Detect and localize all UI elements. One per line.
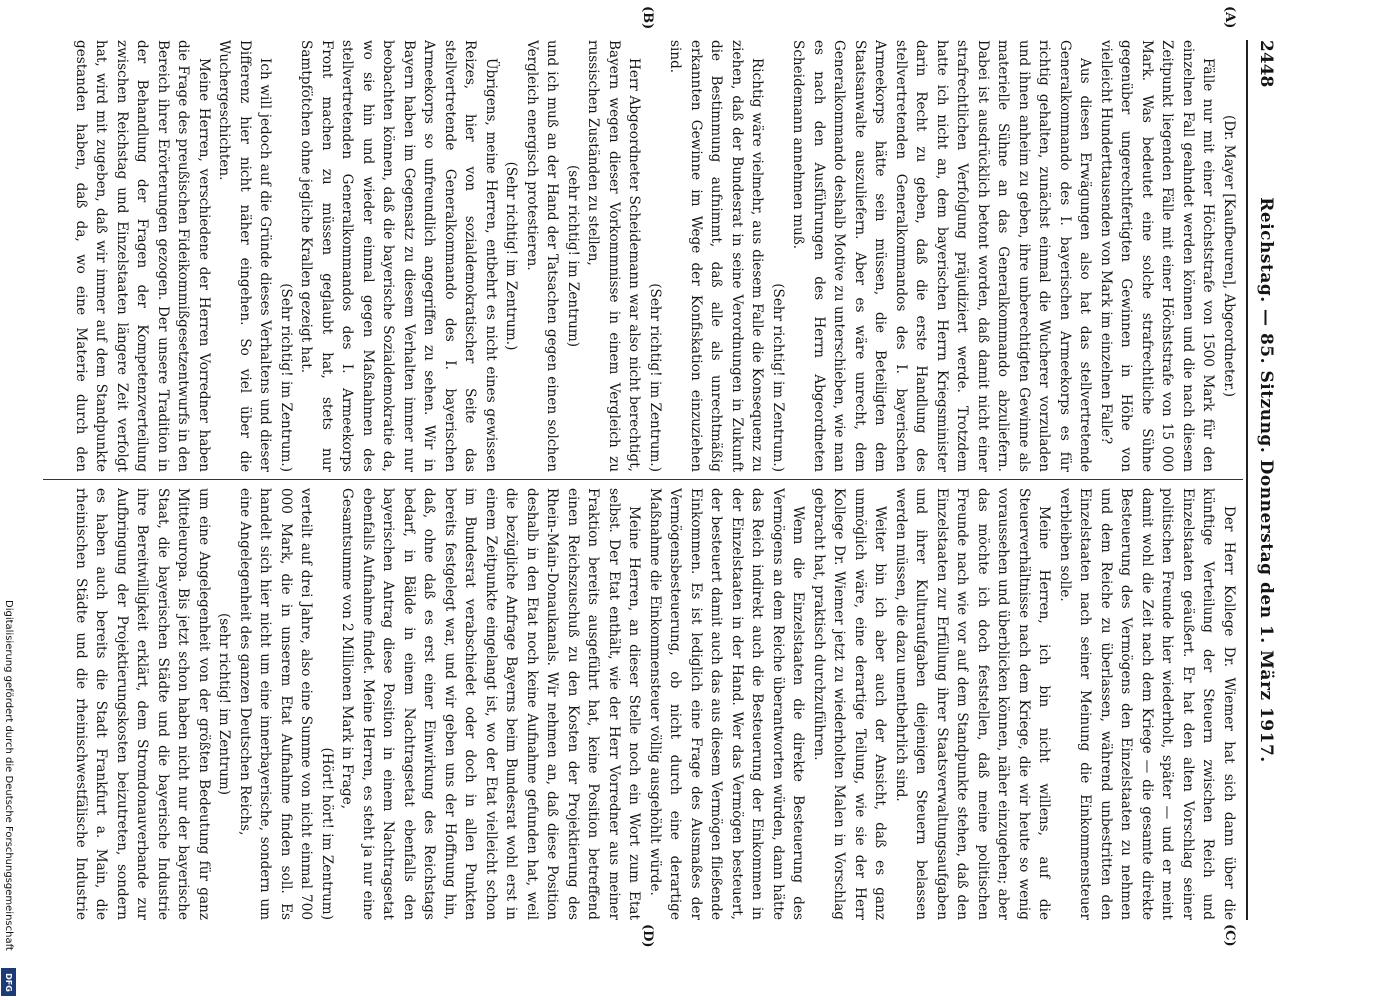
- interjection: (sehr richtig! im Zentrum): [216, 612, 233, 796]
- right-column: [69, 488, 1239, 920]
- interjection: (Sehr richtig! im Zentrum.): [770, 283, 786, 472]
- paragraph: Meine Herren, an dieser Stelle noch ein Wort zum Etat selbst. Der Etat enthält, wie der Herr Vorredner aus meiner Fraktion bereits ausgeführt hat, keine Position betreffend einen Reichszuschuß zu den Kosten der Projektierung des Rhein-Main-Donaukanals. Wir nehmen an, daß diese Position deshalb in den Etat noch keine Aufnahme gefunden hat, weil die bezügliche Anfrage Bayerns beim Bundesrat wohl erst in einem Zeitpunkte eingelangt ist, wo der Etat vielleicht schon im Bundesrat verabschiedet oder doch in allen Punkten bereits festgelegt war, und wir geben uns der Hoffnung hin, daß, ohne daß es erst einer Einwirkung des Reichstags bedarf, in Bälde in einem Nachtragsetat ebenfalls den bayerischen Antrag diese Position in einem Nachtragsetat ebenfalls Aufnahme findet. Meine Herren, es steht ja nur eine Gesamtsumme von 2 Millionen Mark in Frage,: [339, 488, 643, 920]
- column-divider: [43, 479, 1243, 480]
- paragraph: Herr Abgeordneter Scheidemann war also nicht berechtigt, Bayern wegen dieser Vorkommnisse in einem Vergleich zu russischen Zuständen zu stellen,: [585, 40, 643, 472]
- paragraph: Meine Herren, verschiedene der Herren Vorredner haben die Frage des preußischen Fideikommißgesetzentwurfs in den Bereich ihrer Erörterungen gezogen. Der unsere Tradition in der Behandlung der Fragen der Kompetenzverteilung zwischen Reichstag und Einzelstaaten längere Zeit verfolgt hat, wird mit zugeben, daß wir immer auf dem Standpunkte gestanden haben, daß da, wo eine Materie durch den: [73, 40, 212, 472]
- margin-mark-d: (D): [640, 924, 655, 948]
- paragraph: Fälle nur mit einer Höchststrafe von 1500 Mark für den einzelnen Fall geahndet werden können und die nach diesem Zeitpunkt liegenden Fälle mit einer Höchststrafe von 15 000 Mark. Was bedeutet eine solche strafrechtliche Sühne gegenüber ungerechtfertigten Gewinnen in Höhe von vielleicht Hunderttausenden von Mark im einzelnen Falle?: [1098, 40, 1217, 472]
- page-header: [1251, 40, 1281, 920]
- paragraph: Aus diesen Erwägungen also hat das stellvertretende Generalkommando des I. bayerischen Armeekorps es für richtig gehalten, zunächst einmal die Wucherer vorzuladen und ihnen anheim zu geben, ihre unberechtigten Gewinne als materielle Sühne an das Generalkommando abzuliefern. Dabei ist ausdrücklich betont worden, daß damit nicht einer strafrechtlichen Verfolgung präjudiziert werde. Trotzdem hatte ich nicht an, dem bayerischen Herrn Kriegsminister darin Recht zu geben, daß die erste Handlung des stellvertretenden Generalkommandos des I. bayerischen Armeekorps hätte sein müssen, die Beteiligten dem Staatsanwalte auszuliefern. Aber es wäre unrecht, dem Generalkommando deshalb Motive zu unterschieben, wie man es nach den Ausführungen des Herrn Abgeordneten Scheidemann annehmen muß.: [790, 40, 1094, 472]
- interjection: (Sehr richtig! im Zentrum.): [503, 161, 520, 351]
- paragraph: Der Herr Kollege Dr. Wiemer hat sich dann über die künftige Verteilung der Steuern zwischen Reich und Einzelstaaten geäußert. Er hat den alten Vorschlag seiner politischen Freunde hier wiederholt, später — und er meint damit wohl die Zeit nach dem Kriege — die gesamte direkte Besteuerung des Vermögens den Einzelstaaten zu nehmen und dem Reiche zu überlassen, während unbestritten den Einzelstaaten nach seiner Meinung die Einkommensteuer verbleiben solle.: [1057, 488, 1237, 920]
- interjection: (Sehr richtig! im Zentrum.): [647, 283, 663, 472]
- paragraph: um eine Angelegenheit von der größten Bedeutung für ganz Mitteleuropa. Bis jetzt schon haben nicht nur der bayerische Staat, die bayerischen Städte und die bayerische Industrie ihre Bereitwilligkeit erklärt, dem Stromdonauverbande zur Aufbringung der Projektierungskosten beizutreten, sondern es haben auch bereits die Stadt Frankfurt a. Main, die rheinischen Städte und die rheinischwestfälische Industrie: [73, 488, 212, 920]
- digitization-note: Digitalisierung gefördert durch die Deutsche Forschungsgemeinschaft: [3, 600, 14, 951]
- paragraph: Weiter bin ich aber auch der Ansicht, daß es ganz unmöglich wäre, eine derartige Teilung, wie sie der Herr Kollege Dr. Wiemer jetzt zu wiederholten Malen in Vorschlag gebracht hat, praktisch durchzuführen.: [811, 488, 889, 920]
- interjection: (Sehr richtig! im Zentrum.): [278, 283, 294, 472]
- digitization-footer: [2, 600, 16, 990]
- paragraph: Wenn die Einzelstaaten die direkte Besteuerung des Vermögens an dem Reiche überantworten würden, dann hätte das Reich indirekt auch die Besteuerung der Einkommen in der Einzelstaaten in der Hand. Wer das Vermögen besteuert, der besteuert damit auch das aus diesem Vermögen fließende Einkommen. Es ist lediglich eine Frage des Ausmaßes der Vermögensbesteuerung, ob nicht durch eine derartige Maßnahme die Einkommensteuer völlig ausgehöhlt würde.: [647, 488, 807, 920]
- margin-mark-b: (B): [640, 6, 655, 30]
- page-number: 2448: [1256, 40, 1276, 88]
- margin-mark-c: (C): [1222, 924, 1237, 947]
- interjection: (Hört! hört! im Zentrum): [319, 747, 335, 920]
- dfg-logo-icon: [1, 968, 16, 996]
- left-column: [69, 40, 1239, 472]
- paragraph: und ich muß an der Hand der Tatsachen gegen einen solchen Vergleich energisch protestieren.: [524, 40, 561, 472]
- header-rule: [1246, 40, 1248, 920]
- paragraph: Ich will jedoch auf die Gründe dieses Verhaltens und dieser Differenz hier nicht näher eingehen. So viel über die Wuchergeschichten.: [216, 40, 274, 472]
- interjection: (sehr richtig! im Zentrum): [565, 164, 581, 348]
- dfg-logo-text: DFG: [4, 972, 14, 992]
- paragraph: Übrigens, meine Herren, entbehrt es nicht eines gewissen Reizes, hier von sozialdemokratischer Seite das stellvertretende Generalkommando des I. bayerischen Armeekorps so unfreundlich angegriffen zu sehen. Wir in Bayern haben im Gegensatz zu diesem Verhalten immer nur beobachten können, daß die bayerische Sozialdemokratie da, wo sie hin und wieder einmal gegen Maßnahmen des stellvertretenden Generalkommandos des I. Armeekorps Front machen zu müssen geglaubt hat, stets nur Samtpfötchen ohne jegliche Krallen gezeigt hat.: [298, 40, 499, 472]
- margin-mark-a: (A): [1222, 6, 1237, 29]
- paragraph: Richtig wäre vielmehr, aus diesem Falle die Konsequenz zu ziehen, daß der Bundesrat in seine Verordnungen in Zukunft die Bestimmung aufnimmt, daß alle als unrechtmäßig erkannten Gewinne im Wege der Konfiskation einzuziehen sind.: [667, 40, 766, 472]
- paragraph: Meine Herren, ich bin nicht willens, auf die Steuerverhältnisse nach dem Kriege, die wir heute so wenig voraussehen und überblicken können, näher einzugehen; aber das möchte ich doch feststellen, daß meine politischen Freunde nach wie vor auf dem Standpunkte stehen, daß den Einzelstaaten zur Erfüllung ihrer Staatsverwaltungsaufgaben und ihrer Kulturaufgaben diejenigen Steuern belassen werden müssen, die dazu unentbehrlich sind.: [893, 488, 1053, 920]
- running-title: Reichstag. — 85. Sitzung. Donnerstag den 1. März 1917.: [1256, 197, 1276, 763]
- speaker-line: (Dr. Mayer [Kaufbeuren], Abgeordneter.): [1221, 114, 1237, 398]
- paragraph: verteilt auf drei Jahre, also eine Summe von nicht einmal 700 000 Mark, die in unserem Etat Aufnahme finden soll. Es handelt sich hier nicht um eine innerbayerische, sondern um eine Angelegenheit des ganzen Deutschen Reichs,: [237, 488, 315, 920]
